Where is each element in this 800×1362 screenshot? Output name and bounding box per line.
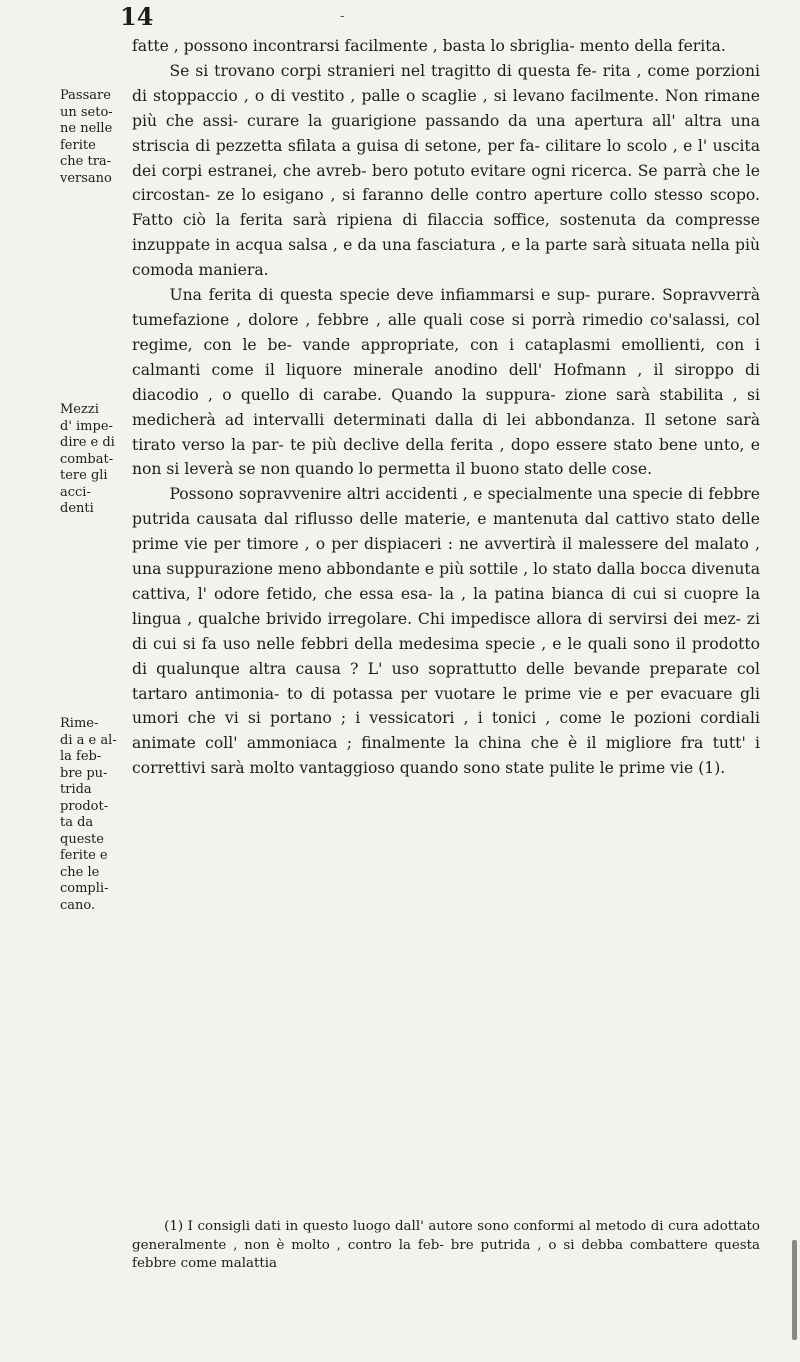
margin-line: cano.: [60, 897, 96, 913]
margin-line: combat-: [60, 451, 114, 467]
paragraph-continuation: fatte , possono incontrarsi facilmente , basta lo sbriglia- mento della ferita.: [132, 37, 726, 55]
top-mark: -: [340, 8, 345, 24]
margin-line: ferite: [60, 137, 96, 153]
margin-line: che tra-: [60, 154, 112, 169]
margin-note-mezzi: [60, 402, 130, 518]
margin-note-passare-setone: [60, 88, 130, 187]
paragraph-foreign-bodies: Se si trovano corpi stranieri nel tragitto di questa fe- rita , come porzioni di stoppaccio , o di vestito , palle o scaglie , si levano facilmente. Non rimane più che assi- curare la guarigione passando da una apertura all' altra una striscia di pezzetta sfilata a guisa di setone, per fa- cilitare lo scolo , e l' uscita dei corpi estranei, che avreb- bero potuto evitare ogni ricerca. Se parrà che le circostan- ze lo esigano , si faranno delle contro aperture collo stesso scopo. Fatto ciò la ferita sarà ripiena di filaccia soffice, sostenuta da compresse inzuppate in acqua salsa , e da una fasciatura , e la parte sarà situata nella più comoda maniera.: [132, 61, 760, 280]
page-number: 14: [120, 2, 154, 31]
margin-line: che le: [60, 864, 100, 880]
margin-line: tere gli: [60, 468, 108, 483]
margin-line: d' impe-: [60, 418, 113, 434]
footnote: (1) I consigli dati in questo luogo dall' autore sono conformi al metodo di cura adottato generalmente , non è molto , contro la feb- bre putrida , o si debba combattere questa febbre come malattia: [132, 1219, 760, 1271]
margin-line: Rime-: [60, 716, 99, 731]
margin-line: bre pu-: [60, 765, 108, 781]
margin-line: ne nelle: [60, 121, 113, 136]
margin-line: trida: [60, 782, 92, 797]
margin-line: un seto-: [60, 104, 113, 120]
margin-line: versano: [60, 170, 112, 186]
margin-line: compli-: [60, 881, 109, 896]
margin-line: di a e al-: [60, 732, 117, 748]
margin-line: la feb-: [60, 749, 102, 764]
margin-note-rimedi: [60, 716, 130, 914]
margin-line: ferite e: [60, 848, 108, 863]
paragraph-putrid-fever: Possono sopravvenire altri accidenti , e specialmente una specie di febbre putrida causata dal riflusso delle materie, e mantenuta dal cattivo stato delle prime vie per timore , o per dispiaceri : ne avvertirà il malessere del malato , una suppurazione meno abbondante e più sottile , lo stato dalla bocca divenuta cattiva, l' odore fetido, che essa esa- la , la patina bianca di cui si cuopre la lingua , qualche brivido irregolare. Chi impedisce allora di servirsi dei mez- zi di cui si fa uso nelle febbri della medesima specie , e le quali sono il prodotto di qualunque altra causa ? L' uso soprattutto delle bevande preparate col tartaro antimonia- to di potassa per vuotare le prime vie e per evacuare gli umori che vi si portano ; i vessicatori , i tonici , come le pozioni cordiali animate coll' ammoniaca ; finalmente la china che è il migliore fra tutt' i correttivi sarà molto vantaggioso quando sono state pulite le prime vie (1).: [132, 485, 760, 778]
main-text: [132, 34, 760, 781]
margin-line: prodot-: [60, 798, 109, 814]
margin-line: acci-: [60, 484, 91, 500]
margin-line: Passare: [60, 88, 111, 103]
margin-line: dire e di: [60, 435, 115, 450]
paragraph-inflammation: Una ferita di questa specie deve infiammarsi e sup- purare. Sopravverrà tumefazione , dolore , febbre , alle quali cose si porrà rimedio co'salassi, col regime, con le be- vande appropriate, con i cataplasmi emollienti, con i calmanti come il liquore minerale anodino dell' Hofmann , il siroppo di diacodio , o quello di carabe. Quando la suppura- zione sarà stabilita , si medicherà ad intervalli determinati dalla di lei abbondanza. Il setone sarà tirato verso la par- te più declive della ferita , dopo essere stato bene unto, e non si leverà se non quando lo permetta il buono stato delle cose.: [132, 286, 760, 479]
page-edge-mark: [792, 1240, 797, 1340]
margin-line: queste: [60, 831, 104, 847]
margin-line: ta da: [60, 815, 94, 830]
margin-line: Mezzi: [60, 402, 99, 417]
margin-line: denti: [60, 501, 94, 516]
